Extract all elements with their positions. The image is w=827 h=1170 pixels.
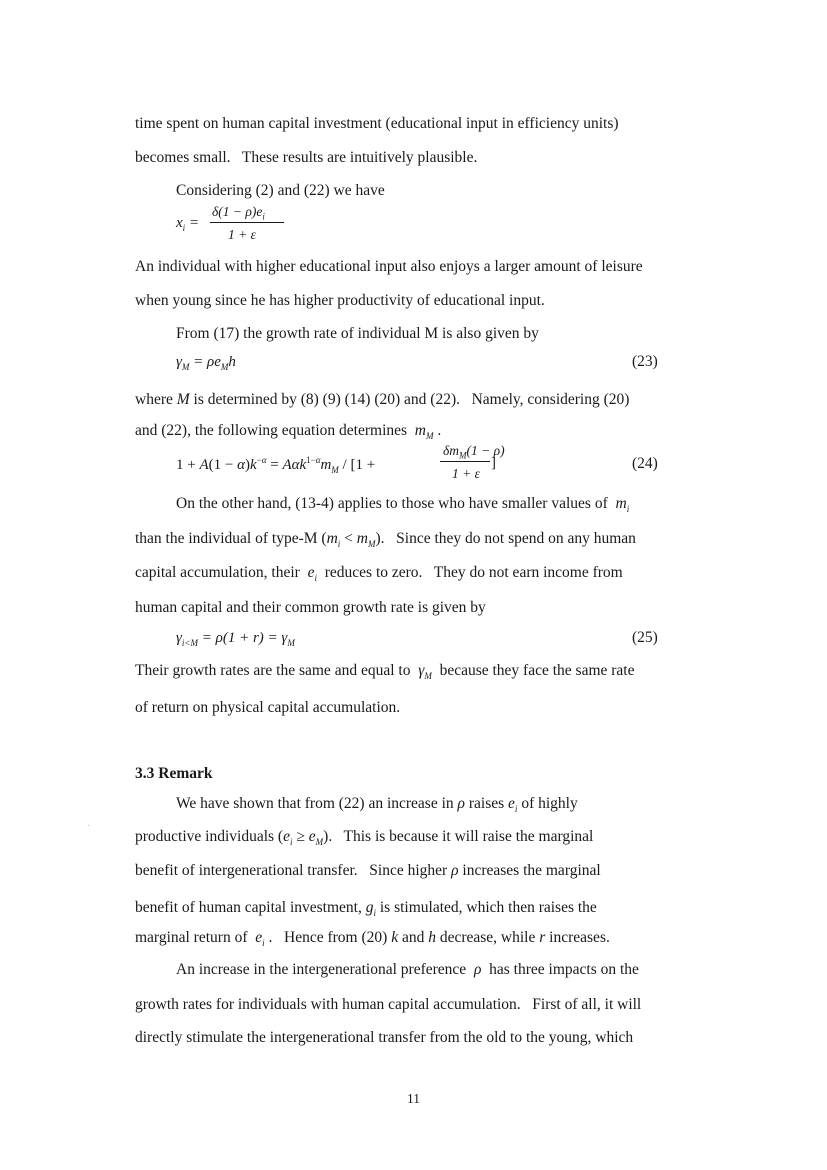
equation-xi-lhs: $x_i$ = bbox=[176, 215, 200, 233]
text-line: where M is determined by (8) (9) (14) (20) and (22). Namely, considering (20) bbox=[135, 391, 630, 408]
equation-24-numerator: $\delta m_M(1 - \rho)$ bbox=[443, 443, 505, 461]
text-line: benefit of intergenerational transfer. Since higher ρ increases the marginal bbox=[135, 862, 601, 879]
text-line: directly stimulate the intergenerational transfer from the old to the young, which bbox=[135, 1029, 634, 1046]
text-line: time spent on human capital investment (educational input in efficiency units) bbox=[135, 115, 619, 132]
text-line: than the individual of type-M $(m_i < m_M)$. Since they do not spend on any human bbox=[135, 530, 636, 550]
equation-25: $\gamma_{i<M} = \rho(1 + r) = \gamma_M$ bbox=[176, 630, 295, 648]
page-number: 11 bbox=[407, 1091, 420, 1106]
text-line: An individual with higher educational input also enjoys a larger amount of leisure bbox=[135, 258, 643, 275]
text-line: when young since he has higher productivity of educational input. bbox=[135, 292, 545, 309]
text-line: benefit of human capital investment, $g_i$ is stimulated, which then raises the bbox=[135, 899, 597, 919]
equation-xi-denominator: 1 + ε bbox=[228, 227, 256, 242]
fraction-bar bbox=[440, 461, 490, 462]
text-line: of return on physical capital accumulation. bbox=[135, 699, 401, 716]
text-line: An increase in the intergenerational preference ρ has three impacts on the bbox=[176, 961, 639, 978]
text-line: From (17) the growth rate of individual M is also given by bbox=[176, 325, 539, 342]
equation-24-lhs: $1 + A(1 - \alpha)k^{-\alpha} = A\alpha k^{1-\alpha}m_M / [1$ + bbox=[176, 455, 376, 475]
text-line: Their growth rates are the same and equal to $\gamma_M$ because they face the same rate bbox=[135, 662, 635, 682]
equation-xi-numerator: $\delta(1 - \rho)e_i$ bbox=[212, 204, 265, 222]
text-line: marginal return of $e_i$ . Hence from (20) k and h decrease, while r increases. bbox=[135, 929, 610, 949]
equation-24-denominator: 1 + ε bbox=[452, 466, 480, 481]
text-line: growth rates for individuals with human capital accumulation. First of all, it will bbox=[135, 996, 642, 1013]
text-line: productive individuals $(e_i \ge e_M)$. This is because it will raise the marginal bbox=[135, 828, 594, 848]
text-line: human capital and their common growth rate is given by bbox=[135, 599, 486, 616]
text-line: On the other hand, (13-4) applies to those who have smaller values of $m_i$ bbox=[176, 495, 630, 515]
text-line: and (22), the following equation determines $m_M$ . bbox=[135, 422, 442, 442]
fraction-bar bbox=[210, 222, 284, 223]
equation-number-23: (23) bbox=[632, 353, 658, 370]
text-line: We have shown that from (22) an increase in ρ raises $e_i$ of highly bbox=[176, 795, 578, 815]
equation-24-close: ] bbox=[491, 455, 496, 471]
scan-mark: . bbox=[88, 822, 90, 828]
equation-number-24: (24) bbox=[632, 455, 658, 472]
text-line: Considering (2) and (22) we have bbox=[176, 182, 385, 199]
equation-number-25: (25) bbox=[632, 629, 658, 646]
equation-23: $\gamma_M = \rho e_Mh$ bbox=[176, 354, 236, 372]
section-heading: 3.3 Remark bbox=[135, 765, 213, 782]
text-line: capital accumulation, their $e_i$ reduces to zero. They do not earn income from bbox=[135, 564, 623, 584]
text-line: becomes small. These results are intuitively plausible. bbox=[135, 149, 478, 166]
